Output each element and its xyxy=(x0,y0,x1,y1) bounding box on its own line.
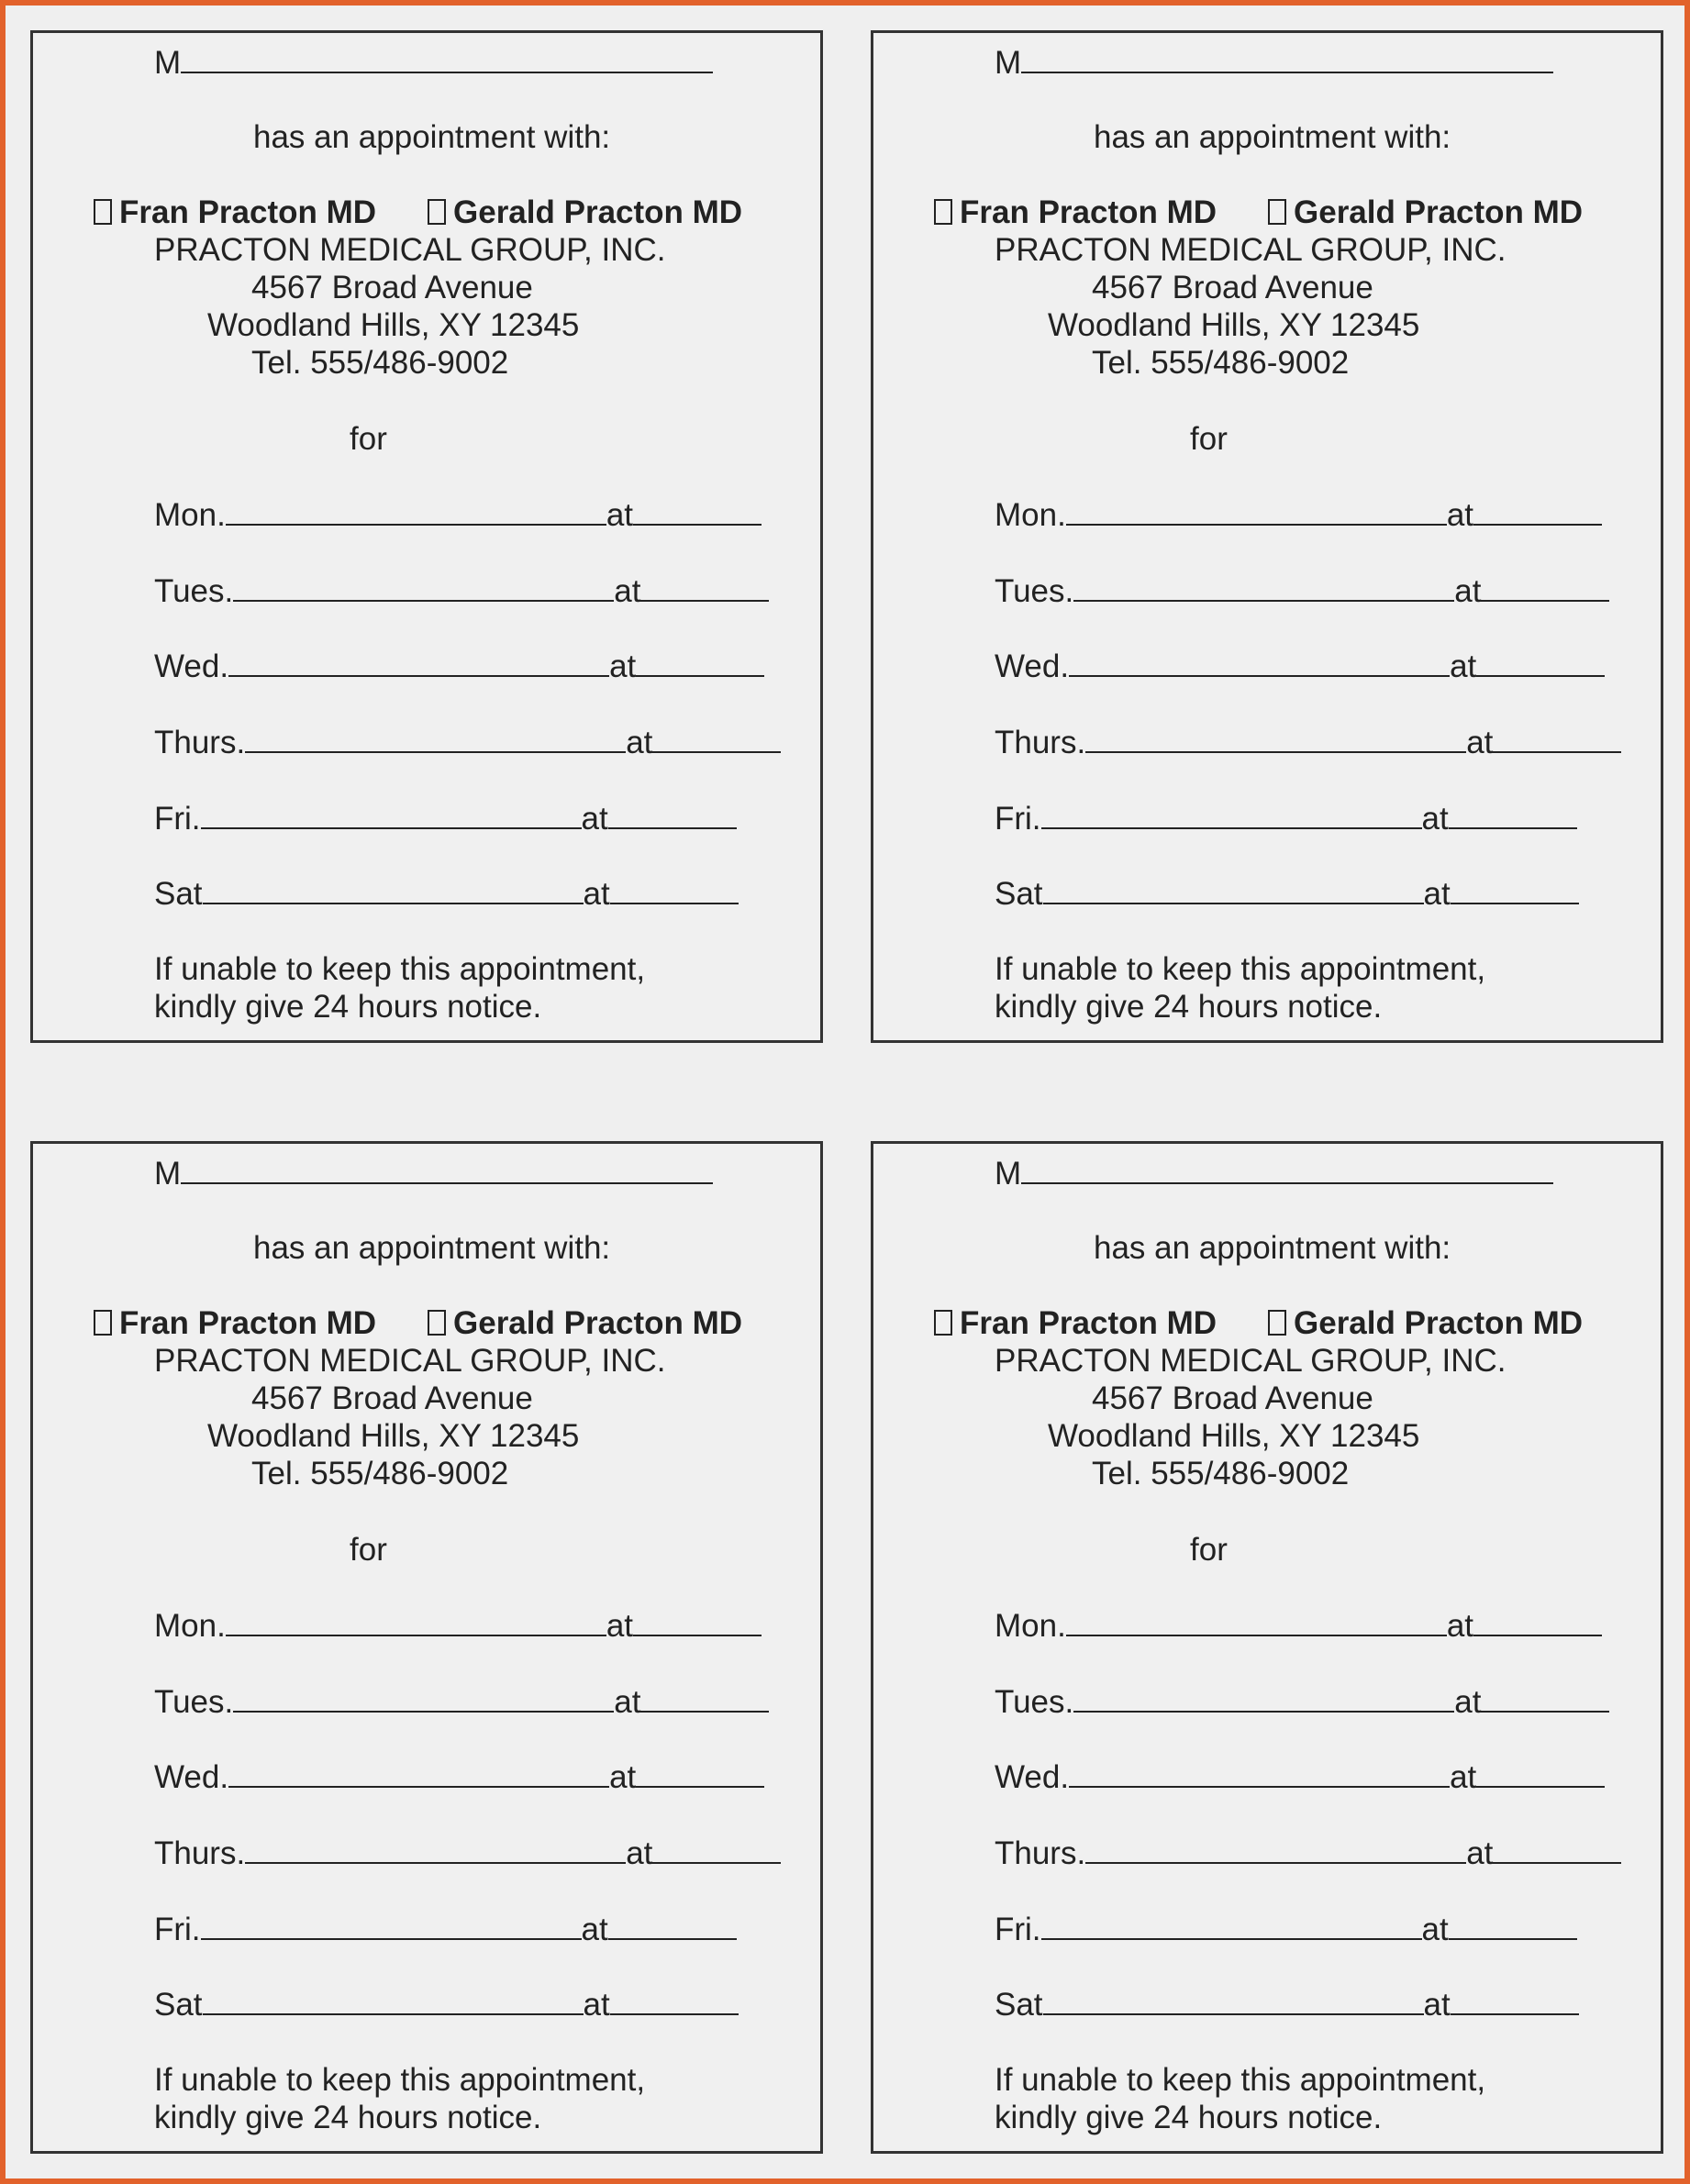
date-field[interactable] xyxy=(245,724,626,753)
at-label: at xyxy=(581,1912,608,1947)
doctor-name: Fran Practon MD xyxy=(119,1305,377,1341)
time-field[interactable] xyxy=(610,875,739,904)
time-field[interactable] xyxy=(1473,496,1602,526)
at-label: at xyxy=(1454,1684,1482,1720)
patient-prefix: M xyxy=(154,45,182,81)
date-field[interactable] xyxy=(201,1911,582,1940)
day-label: Wed. xyxy=(154,1759,229,1795)
patient-name-field[interactable] xyxy=(181,1155,713,1184)
time-field[interactable] xyxy=(1481,572,1609,602)
appointment-heading: has an appointment with: xyxy=(253,1230,611,1266)
date-field[interactable] xyxy=(201,800,582,829)
date-field[interactable] xyxy=(1085,724,1466,753)
at-label: at xyxy=(1421,801,1449,837)
notice-line-1: If unable to keep this appointment, xyxy=(154,951,646,987)
checkbox[interactable] xyxy=(428,1310,446,1336)
appointment-heading: has an appointment with: xyxy=(1094,119,1451,155)
day-row-mon xyxy=(154,1607,762,1645)
at-label: at xyxy=(1446,497,1474,533)
day-label: Fri. xyxy=(154,801,201,837)
patient-name-line xyxy=(154,44,713,82)
time-field[interactable] xyxy=(1449,1911,1577,1940)
at-label: at xyxy=(614,1684,641,1720)
day-row-wed xyxy=(154,1758,764,1796)
appointment-heading: has an appointment with: xyxy=(1094,1230,1451,1266)
day-label: Tues. xyxy=(995,1684,1074,1720)
appointment-heading: has an appointment with: xyxy=(253,119,611,155)
time-field[interactable] xyxy=(640,572,769,602)
appointment-card xyxy=(871,30,1663,1043)
notice-line-1: If unable to keep this appointment, xyxy=(995,2062,1486,2098)
time-field[interactable] xyxy=(633,496,762,526)
time-field[interactable] xyxy=(1481,1683,1609,1713)
day-row-sat xyxy=(995,875,1579,913)
checkbox[interactable] xyxy=(934,199,952,225)
doctor-option-gerald[interactable] xyxy=(428,1305,742,1342)
at-label: at xyxy=(1423,876,1451,912)
day-label: Sat xyxy=(995,1987,1043,2023)
time-field[interactable] xyxy=(633,1607,762,1636)
patient-name-line xyxy=(995,1155,1553,1192)
time-field[interactable] xyxy=(1473,1607,1602,1636)
notice-line-2: kindly give 24 hours notice. xyxy=(995,2100,1383,2135)
at-label: at xyxy=(614,573,641,609)
date-field[interactable] xyxy=(203,1986,584,2015)
day-label: Wed. xyxy=(154,649,229,684)
doctor-name: Gerald Practon MD xyxy=(1294,194,1584,230)
doctor-name: Gerald Practon MD xyxy=(1294,1305,1584,1341)
street-address: 4567 Broad Avenue xyxy=(1092,1380,1373,1416)
time-field[interactable] xyxy=(1476,1758,1605,1788)
appointment-card xyxy=(871,1141,1663,2154)
at-label: at xyxy=(609,649,637,684)
time-field[interactable] xyxy=(1493,1835,1621,1864)
at-label: at xyxy=(626,1835,653,1871)
city-address: Woodland Hills, XY 12345 xyxy=(207,1418,580,1454)
day-label: Sat xyxy=(154,876,203,912)
time-field[interactable] xyxy=(640,1683,769,1713)
at-label: at xyxy=(1454,573,1482,609)
time-field[interactable] xyxy=(1476,648,1605,677)
notice-line-2: kindly give 24 hours notice. xyxy=(154,2100,542,2135)
at-label: at xyxy=(609,1759,637,1795)
phone-number: Tel. 555/486-9002 xyxy=(251,345,509,381)
time-field[interactable] xyxy=(636,648,764,677)
notice-line-2: kindly give 24 hours notice. xyxy=(154,989,542,1025)
phone-number: Tel. 555/486-9002 xyxy=(1092,1456,1350,1491)
doctor-name: Fran Practon MD xyxy=(119,194,377,230)
doctor-option-fran[interactable] xyxy=(94,194,376,231)
at-label: at xyxy=(1421,1912,1449,1947)
notice-line-1: If unable to keep this appointment, xyxy=(995,951,1486,987)
date-field[interactable] xyxy=(1066,1607,1447,1636)
day-label: Sat xyxy=(154,1987,203,2023)
day-label: Sat xyxy=(995,876,1043,912)
at-label: at xyxy=(1423,1987,1451,2023)
date-field[interactable] xyxy=(1043,875,1424,904)
date-field[interactable] xyxy=(1041,1911,1422,1940)
doctor-option-fran[interactable] xyxy=(94,1305,376,1342)
at-label: at xyxy=(626,725,653,760)
time-field[interactable] xyxy=(610,1986,739,2015)
day-label: Tues. xyxy=(995,573,1074,609)
day-label: Fri. xyxy=(154,1912,201,1947)
time-field[interactable] xyxy=(1451,1986,1579,2015)
for-label: for xyxy=(350,1532,387,1568)
date-field[interactable] xyxy=(233,1683,614,1713)
checkbox[interactable] xyxy=(934,1310,952,1336)
day-row-fri xyxy=(995,800,1577,837)
day-row-thurs xyxy=(154,1835,781,1872)
appointment-card xyxy=(30,30,823,1043)
day-label: Fri. xyxy=(995,801,1041,837)
date-field[interactable] xyxy=(1073,1683,1454,1713)
day-label: Tues. xyxy=(154,1684,234,1720)
day-row-fri xyxy=(995,1911,1577,1948)
patient-prefix: M xyxy=(995,45,1022,81)
time-field[interactable] xyxy=(652,1835,781,1864)
doctor-option-gerald[interactable] xyxy=(1268,194,1583,231)
group-name: PRACTON MEDICAL GROUP, INC. xyxy=(154,232,666,268)
day-label: Wed. xyxy=(995,1759,1070,1795)
day-label: Wed. xyxy=(995,649,1070,684)
group-name: PRACTON MEDICAL GROUP, INC. xyxy=(995,232,1507,268)
city-address: Woodland Hills, XY 12345 xyxy=(1048,307,1420,343)
city-address: Woodland Hills, XY 12345 xyxy=(1048,1418,1420,1454)
doctor-option-gerald[interactable] xyxy=(428,194,742,231)
time-field[interactable] xyxy=(608,1911,737,1940)
appointment-card xyxy=(30,1141,823,2154)
day-row-tues xyxy=(154,1683,769,1721)
date-field[interactable] xyxy=(228,648,609,677)
date-field[interactable] xyxy=(203,875,584,904)
day-row-thurs xyxy=(154,724,781,761)
patient-prefix: M xyxy=(154,1156,182,1192)
day-label: Fri. xyxy=(995,1912,1041,1947)
time-field[interactable] xyxy=(608,800,737,829)
day-row-sat xyxy=(995,1986,1579,2023)
at-label: at xyxy=(1450,1759,1477,1795)
time-field[interactable] xyxy=(1493,724,1621,753)
day-row-tues xyxy=(995,1683,1609,1721)
day-label: Mon. xyxy=(995,497,1066,533)
at-label: at xyxy=(583,876,610,912)
day-row-sat xyxy=(154,875,739,913)
date-field[interactable] xyxy=(245,1835,626,1864)
day-label: Tues. xyxy=(154,573,234,609)
date-field[interactable] xyxy=(1069,648,1450,677)
at-label: at xyxy=(1466,725,1494,760)
at-label: at xyxy=(606,497,634,533)
date-field[interactable] xyxy=(1066,496,1447,526)
day-row-fri xyxy=(154,800,737,837)
doctor-option-fran[interactable] xyxy=(934,1305,1217,1342)
street-address: 4567 Broad Avenue xyxy=(251,270,533,305)
date-field[interactable] xyxy=(226,1607,606,1636)
day-label: Thurs. xyxy=(154,1835,246,1871)
for-label: for xyxy=(350,421,387,457)
date-field[interactable] xyxy=(1073,572,1454,602)
doctor-option-gerald[interactable] xyxy=(1268,1305,1583,1342)
day-label: Thurs. xyxy=(995,725,1086,760)
patient-name-field[interactable] xyxy=(1021,44,1553,73)
date-field[interactable] xyxy=(1085,1835,1466,1864)
day-row-wed xyxy=(995,1758,1605,1796)
day-label: Mon. xyxy=(154,497,226,533)
group-name: PRACTON MEDICAL GROUP, INC. xyxy=(995,1343,1507,1379)
checkbox[interactable] xyxy=(1268,1310,1286,1336)
for-label: for xyxy=(1190,1532,1228,1568)
patient-prefix: M xyxy=(995,1156,1022,1192)
date-field[interactable] xyxy=(233,572,614,602)
group-name: PRACTON MEDICAL GROUP, INC. xyxy=(154,1343,666,1379)
time-field[interactable] xyxy=(1449,800,1577,829)
day-row-thurs xyxy=(995,1835,1621,1872)
time-field[interactable] xyxy=(1451,875,1579,904)
doctor-name: Gerald Practon MD xyxy=(453,194,743,230)
day-row-thurs xyxy=(995,724,1621,761)
date-field[interactable] xyxy=(1043,1986,1424,2015)
day-row-tues xyxy=(995,572,1609,610)
at-label: at xyxy=(1450,649,1477,684)
day-row-tues xyxy=(154,572,769,610)
day-row-wed xyxy=(154,648,764,685)
time-field[interactable] xyxy=(652,724,781,753)
date-field[interactable] xyxy=(1069,1758,1450,1788)
day-label: Thurs. xyxy=(154,725,246,760)
day-row-sat xyxy=(154,1986,739,2023)
doctor-name: Fran Practon MD xyxy=(960,1305,1217,1341)
patient-name-line xyxy=(154,1155,713,1192)
street-address: 4567 Broad Avenue xyxy=(1092,270,1373,305)
at-label: at xyxy=(581,801,608,837)
date-field[interactable] xyxy=(1041,800,1422,829)
at-label: at xyxy=(1446,1608,1474,1644)
checkbox[interactable] xyxy=(428,199,446,225)
patient-name-field[interactable] xyxy=(1021,1155,1553,1184)
phone-number: Tel. 555/486-9002 xyxy=(251,1456,509,1491)
doctor-name: Fran Practon MD xyxy=(960,194,1217,230)
at-label: at xyxy=(1466,1835,1494,1871)
doctor-option-fran[interactable] xyxy=(934,194,1217,231)
day-label: Mon. xyxy=(154,1608,226,1644)
checkbox[interactable] xyxy=(94,199,112,225)
checkbox[interactable] xyxy=(1268,199,1286,225)
checkbox[interactable] xyxy=(94,1310,112,1336)
notice-line-1: If unable to keep this appointment, xyxy=(154,2062,646,2098)
day-row-mon xyxy=(154,496,762,534)
date-field[interactable] xyxy=(226,496,606,526)
day-row-fri xyxy=(154,1911,737,1948)
notice-line-2: kindly give 24 hours notice. xyxy=(995,989,1383,1025)
day-label: Thurs. xyxy=(995,1835,1086,1871)
time-field[interactable] xyxy=(636,1758,764,1788)
city-address: Woodland Hills, XY 12345 xyxy=(207,307,580,343)
for-label: for xyxy=(1190,421,1228,457)
day-row-mon xyxy=(995,496,1602,534)
day-row-wed xyxy=(995,648,1605,685)
street-address: 4567 Broad Avenue xyxy=(251,1380,533,1416)
at-label: at xyxy=(606,1608,634,1644)
date-field[interactable] xyxy=(228,1758,609,1788)
patient-name-field[interactable] xyxy=(181,44,713,73)
phone-number: Tel. 555/486-9002 xyxy=(1092,345,1350,381)
patient-name-line xyxy=(995,44,1553,82)
at-label: at xyxy=(583,1987,610,2023)
day-row-mon xyxy=(995,1607,1602,1645)
doctor-name: Gerald Practon MD xyxy=(453,1305,743,1341)
day-label: Mon. xyxy=(995,1608,1066,1644)
